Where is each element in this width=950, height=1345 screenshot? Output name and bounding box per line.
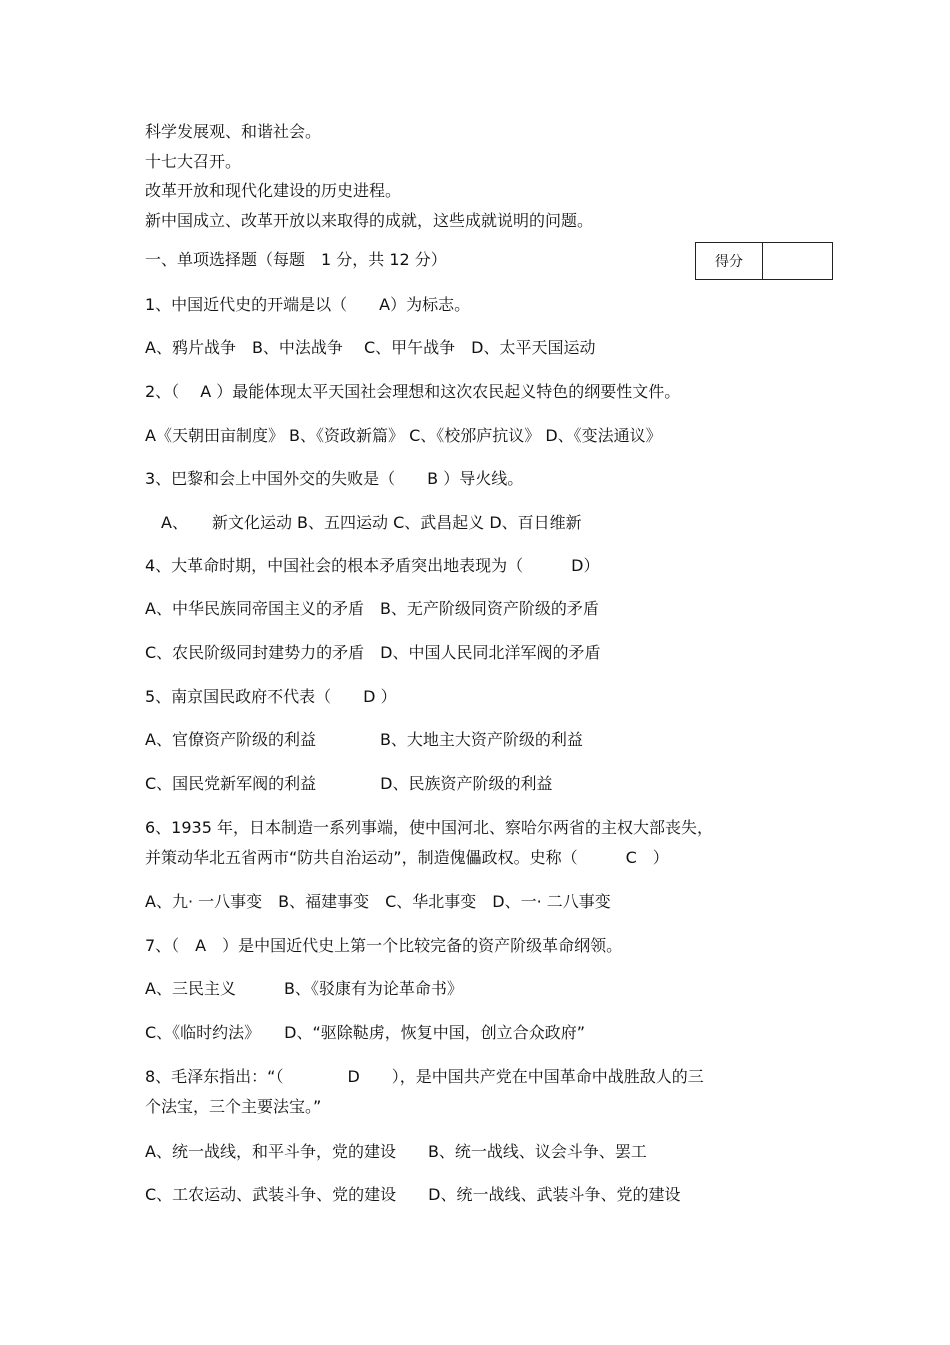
question-line: A、官僚资产阶级的利益 B、大地主大资产阶级的利益: [145, 730, 583, 749]
question-line: C、国民党新军阀的利益 D、民族资产阶级的利益: [145, 774, 553, 793]
question-line: 7、（ A ）是中国近代史上第一个比较完备的资产阶级革命纲领。: [145, 936, 623, 955]
question-line: 5、南京国民政府不代表（ D ）: [145, 687, 397, 706]
question-line: 4、大革命时期，中国社会的根本矛盾突出地表现为（ D）: [145, 556, 600, 575]
intro-line: 新中国成立、改革开放以来取得的成就，这些成就说明的问题。: [145, 211, 594, 230]
score-value: [763, 243, 832, 279]
question-line: 6、1935 年，日本制造一系列事端，使中国河北、察哈尔两省的主权大部丧失，: [145, 818, 713, 837]
score-box: [695, 242, 833, 280]
question-line: A、九· 一八事变 B、福建事变 C、华北事变 D、一· 二八事变: [145, 892, 611, 911]
question-line: A《天朝田亩制度》 B、《资政新篇》 C、《校邠庐抗议》 D、《变法通议》: [145, 426, 662, 445]
question-line: 个法宝，三个主要法宝。”: [145, 1097, 322, 1116]
question-line: 3、巴黎和会上中国外交的失败是（ B ）导火线。: [145, 469, 524, 488]
section-title: 一、单项选择题（每题 1 分，共 12 分）: [145, 250, 447, 269]
question-line: 1、中国近代史的开端是以（ A）为标志。: [145, 295, 471, 314]
intro-line: 科学发展观、和谐社会。: [145, 122, 322, 141]
question-line: A、统一战线，和平斗争，党的建设 B、统一战线、议会斗争、罢工: [145, 1142, 647, 1161]
question-line: A、三民主义 B、《驳康有为论革命书》: [145, 979, 463, 998]
question-line: C、《临时约法》 D、“驱除鞑虏，恢复中国，创立合众政府”: [145, 1023, 586, 1042]
score-label: 得分: [696, 243, 763, 279]
question-line: 2、（ A ）最能体现太平天国社会理想和这次农民起义特色的纲要性文件。: [145, 382, 681, 401]
intro-line: 改革开放和现代化建设的历史进程。: [145, 181, 402, 200]
question-line: 并策动华北五省两市“防共自治运动”，制造傀儡政权。史称（ C ）: [145, 848, 669, 867]
question-line: A、 新文化运动 B、五四运动 C、武昌起义 D、百日维新: [145, 513, 582, 532]
question-line: C、农民阶级同封建势力的矛盾 D、中国人民同北洋军阀的矛盾: [145, 643, 601, 662]
question-line: A、中华民族同帝国主义的矛盾 B、无产阶级同资产阶级的矛盾: [145, 599, 599, 618]
question-line: A、鸦片战争 B、中法战争 C、甲午战争 D、太平天国运动: [145, 338, 596, 357]
question-line: C、工农运动、武装斗争、党的建设 D、统一战线、武装斗争、党的建设: [145, 1185, 681, 1204]
intro-line: 十七大召开。: [145, 152, 242, 171]
question-line: 8、毛泽东指出：“（ D ），是中国共产党在中国革命中战胜敌人的三: [145, 1067, 704, 1086]
